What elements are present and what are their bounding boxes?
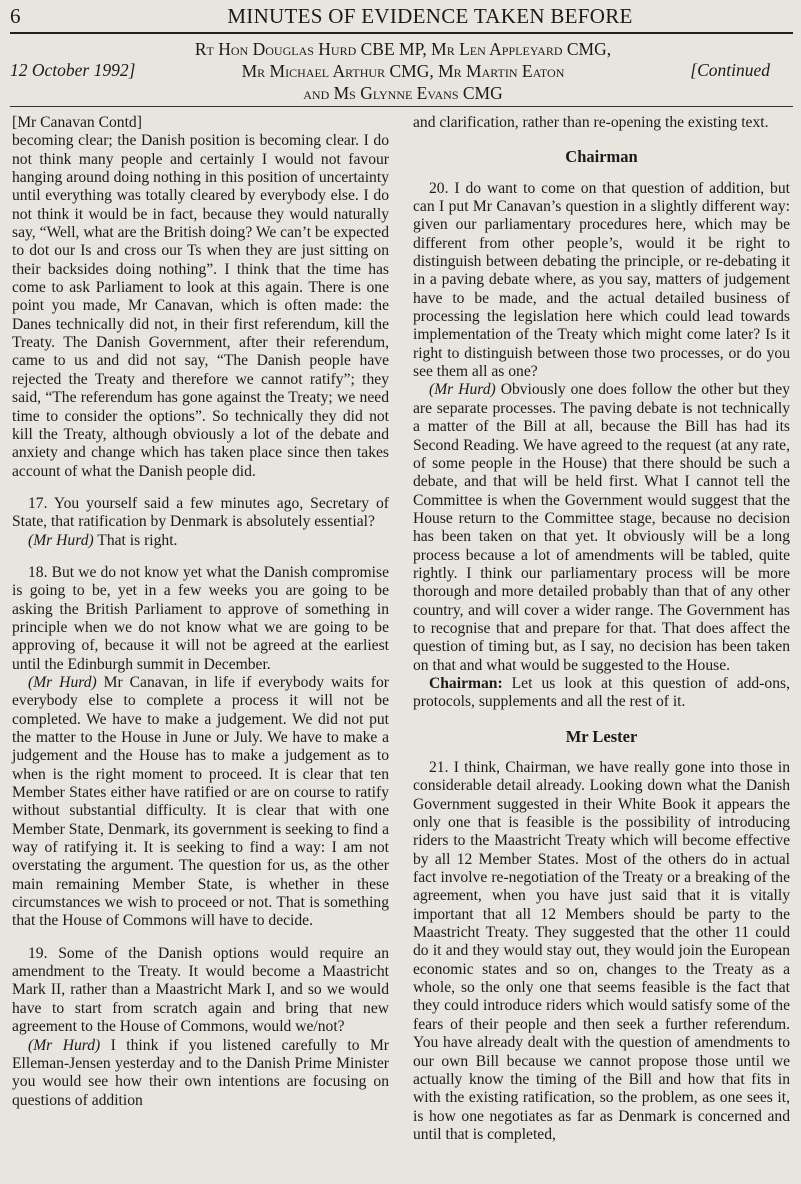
- answer-17: [12, 532, 389, 550]
- answer-20: [413, 381, 790, 675]
- witness-block: [10, 38, 796, 104]
- question-17: 17. You yourself said a few minutes ago, Secretary of State, that ratification by Denmark is absolutely essential?: [12, 494, 389, 531]
- session-date: 12 October 1992]: [10, 60, 136, 80]
- witness-name: (Mr Hurd): [429, 381, 496, 399]
- section-heading-chairman: Chairman: [565, 147, 638, 167]
- header-rule: [10, 32, 793, 34]
- witness-name: (Mr Hurd): [28, 531, 94, 549]
- question-21: 21. I think, Chairman, we have really gone into those in considerable detail already. Looking down what the Danish Government suggested in their White Book it appears the only one that is feasible is the possibility of introducing riders to the Maastricht Treaty which will become effective by all 12 Member States. Most of the others do in actual fact involve re-negotiation of the Treaty or a breaking of the agreement, when you have just said that it is vitally important that all 12 Members should be party to the Maastricht Treaty. They suggested that the other 11 could do it and they would stay out, they would join the European economic states and so on, changes to the Treaty as a whole, so the only one that seems feasible is the fact that they could introduce riders which would satisfy some of the fears of their people and then seek a further referendum. You have already dealt with the question of amendments to our own Bill because we cannot propose those until we actually know the timing of the Bill and how that fits in with the existing ratification, so the problem, as one sees it, is how one negotiates as far as Denmark is concerned and until that is completed,: [413, 759, 790, 1143]
- answer-text: That is right.: [93, 531, 178, 549]
- witness-rule: [10, 106, 793, 107]
- chairman-text: Let us look at this question of add-ons, protocols, supplements and all the rest of it.: [413, 674, 790, 711]
- section-heading-lester: Mr Lester: [565, 726, 638, 746]
- question-18: 18. But we do not know yet what the Danish compromise is going to be, yet in a few weeks you are going to be asking the British Parliament to approve of something in principle when we do not know what we are going to be approving of, because it will not be agreed at the earliest until the Edinburgh summit in December.: [12, 563, 389, 673]
- left-column: [12, 114, 389, 1110]
- witness-line-3: and Ms Glynne Evans CMG: [303, 83, 503, 103]
- paragraph: becoming clear; the Danish position is becoming clear. I do not think many people and certainly I would not favour hanging around doing nothing in this position of uncertainty until everything was totally cleared by everybody else. I do not think it would be in fact, because they would naturally say, “Well, what are the British doing? We can’t be expected to dot our Is and cross our Ts when they are just sitting on their backsides doing nothing”. I think that the time has come to ask Parliament to look at this again. There is one point you made, Mr Canavan, which is often made: the Danes technically did not, in their first referendum, kill the Treaty. The Danish Government, after their referendum, came to us and did not say, “The Danish people have rejected the Treaty and therefore we cannot ratify”; they said, “The referendum has gone against the Treaty; we need time to consider the options”. So technically they did not kill the Treaty, although obviously a lot of the debate and anxiety and change which has taken place since then takes account of what the Danish people did.: [12, 132, 389, 480]
- speaker-tag: [Mr Canavan Contd]: [12, 114, 142, 131]
- running-head: MINUTES OF EVIDENCE TAKEN BEFORE: [227, 4, 633, 28]
- page-header: [0, 2, 801, 32]
- answer-text: Mr Canavan, in life if everybody waits for everybody else to complete a process it will not be completed. We have to make a judgement. We did not put the matter to the House in June or July. We have to make a judgement and the House has to make a judgement as to when is the right moment to proceed. It is clear that ten Member States either have ratified or are on course to ratify without substantial difficulty. It is clear that with one Member State, Denmark, its government is seeking to find a way of ratifying it. It is seeking to find a way: I am not overstating the argument. The question for us, as the other main remaining Member State, is whether in these circumstances we wish to proceed or not. That is something that the House of Commons will have to decide.: [12, 673, 389, 930]
- paragraph: and clarification, rather than re-opening the existing text.: [413, 114, 769, 131]
- chairman-remark: [413, 675, 790, 712]
- continued-marker: [Continued: [690, 60, 770, 80]
- witness-name: (Mr Hurd): [28, 673, 97, 691]
- answer-19: [12, 1037, 389, 1110]
- answer-text: I think if you listened carefully to Mr Elleman-Jensen yesterday and to the Danish Prime Minister you would see how their own intentions are focusing on questions of addition: [12, 1036, 390, 1109]
- witness-name: (Mr Hurd): [28, 1036, 101, 1054]
- witness-line-2: Mr Michael Arthur CMG, Mr Martin Eaton: [241, 61, 565, 81]
- question-19: 19. Some of the Danish options would require an amendment to the Treaty. It would become a Maastricht Mark II, rather than a Maastricht Mark I, and so we would have to start from scratch again and bring that new agreement to the House of Commons, would we/not?: [12, 944, 389, 1036]
- chairman-label: Chairman:: [429, 674, 503, 692]
- answer-text: Obviously one does follow the other but they are separate processes. The paving debate is not technically a matter of the Bill at all, because the Bill has had its Second Reading. We have agreed to the request (at any rate, of some people in the House) that there should be such a debate, and that will be held first. What I cannot tell the Committee is when the Government would suggest that the House return to the Committee stage, because no decision has been taken on that yet. It obviously will be a long process because a lot of amendments will be tabled, quite rightly. I think our parliamentary process will be more thorough and more detailed probably than that of any other country, and will cover a wider range. The Government has to recognise that and prepare for that. That does affect the question of timing but, as I say, no decision has been taken on that and what would be suggested to the House.: [413, 381, 791, 674]
- answer-18: [12, 674, 389, 931]
- witness-line-1: Rt Hon Douglas Hurd CBE MP, Mr Len Appleyard CMG,: [194, 39, 612, 59]
- page-number: 6: [10, 4, 21, 28]
- question-20: 20. I do want to come on that question of addition, but can I put Mr Canavan’s question in a slightly different way: given our parliamentary procedures here, which may be different from other people’s, would it be right to distinguish between debating the principle, or re-debating it in a paving debate where, as you say, matters of judgement have to be made, and the actual detailed business of processing the legislation here which could lead towards implementation of the Treaty which might come later? Is it right to distinguish between those two processes, or do you see them all as one?: [413, 179, 790, 381]
- right-column: [413, 114, 790, 1144]
